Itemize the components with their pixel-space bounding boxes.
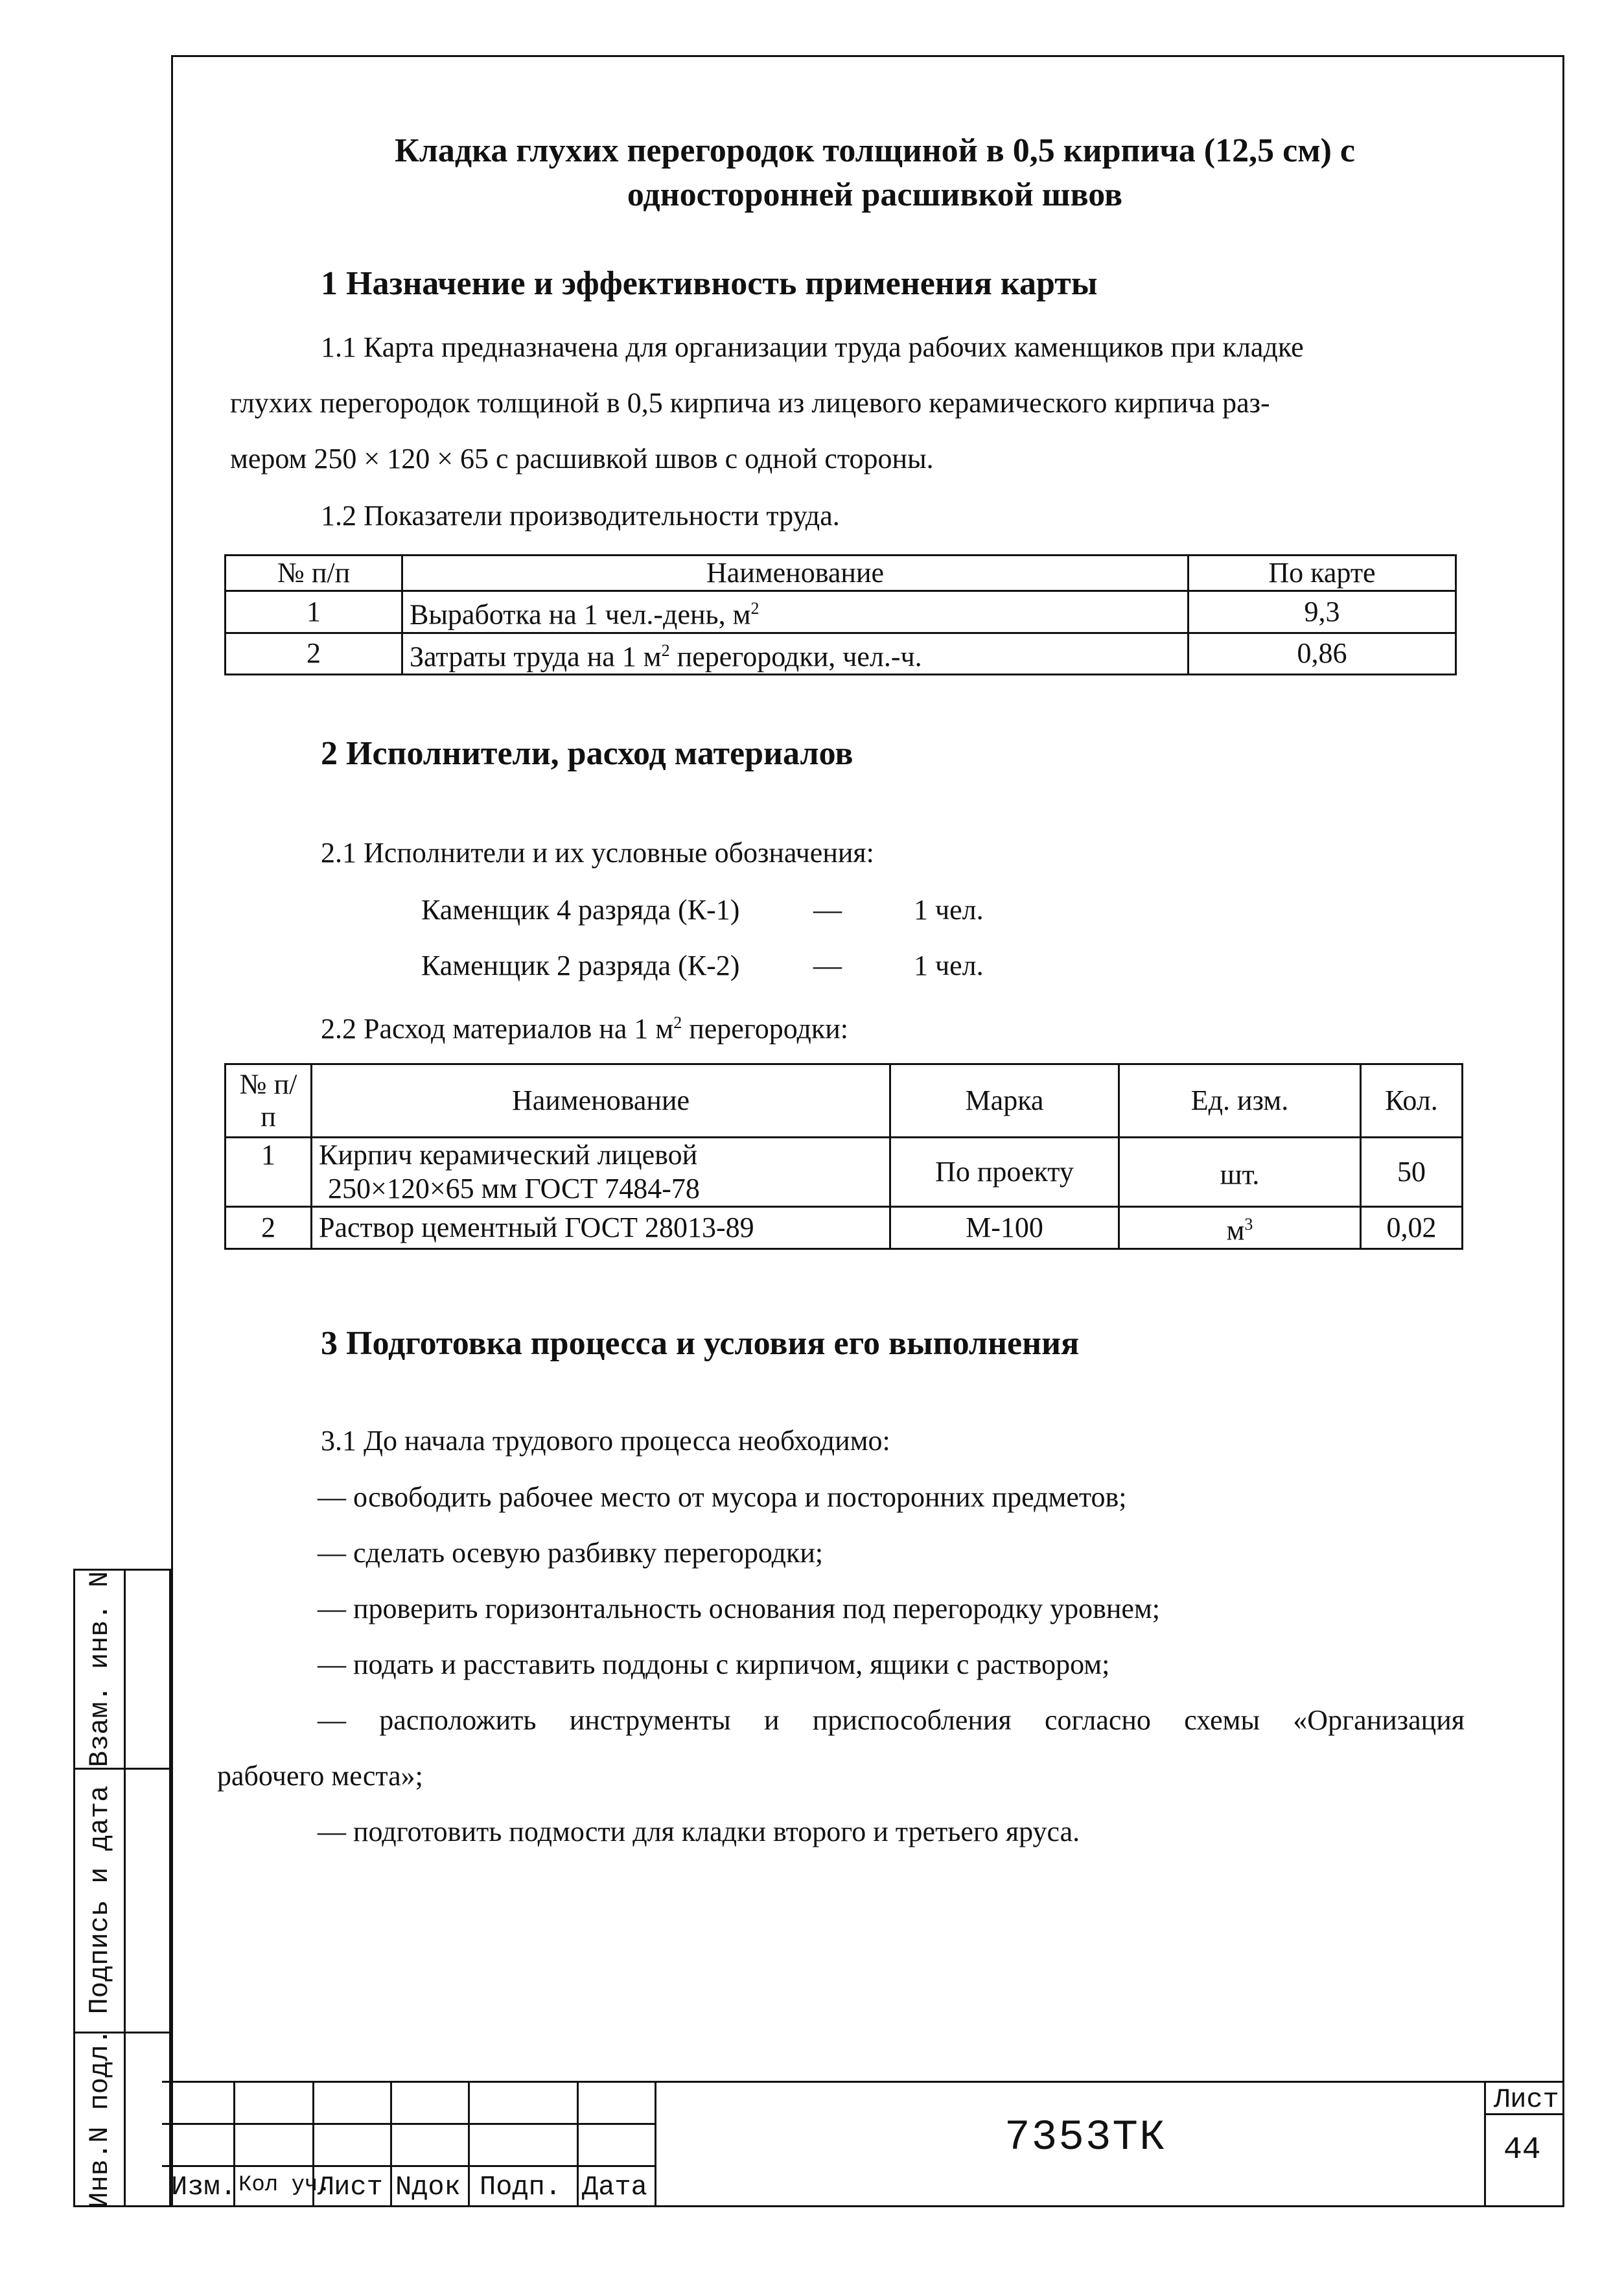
side-stamp-podpis xyxy=(73,1768,171,2033)
col-header-name: Наименование xyxy=(402,556,1189,591)
document-title-line1: Кладка глухих перегородок толщиной в 0,5 кирпича (12,5 см) с xyxy=(394,132,1356,169)
tb-col-data: Дата xyxy=(582,2172,647,2203)
col-header-value: По карте xyxy=(1189,556,1456,591)
tb-col-izm: Изм. xyxy=(171,2172,237,2203)
side-stamp-vzam-label: Взам. инв. N xyxy=(84,1571,115,1768)
title-block xyxy=(162,2081,1564,2207)
row-mark: По проекту xyxy=(890,1138,1119,1207)
section1-para1-line1: 1.1 Карта предназначена для организации труда рабочих каменщиков при кладке xyxy=(321,331,1304,363)
list-item: — проверить горизонтальность основания под перегородку уровнем; xyxy=(318,1593,1161,1624)
worker-dash: — xyxy=(813,950,842,981)
tb-col-list: Лист xyxy=(318,2172,383,2203)
tb-col-ndok: Nдок xyxy=(395,2172,461,2203)
row-value: 9,3 xyxy=(1189,591,1456,633)
row-unit: шт. xyxy=(1119,1138,1361,1207)
table-row xyxy=(226,633,1456,675)
document-code: 7353ТК xyxy=(1004,2113,1166,2162)
section2-para2: 2.2 Расход материалов на 1 $м^2$ перегородки: xyxy=(321,1013,849,1045)
section1-para1-line3: мером 250 × 120 × 65 с расшивкой швов с одной стороны. xyxy=(230,443,934,475)
row-name: Затраты труда на 1 $м^2$ перегородки, чел.-ч. xyxy=(402,633,1189,675)
worker-count: 1 чел. xyxy=(914,950,984,981)
tb-col-podp: Подп. xyxy=(480,2172,562,2203)
section3-heading: 3 Подготовка процесса и условия его выполнения xyxy=(321,1325,1080,1362)
row-number: 2 xyxy=(226,1207,312,1249)
table-header-row xyxy=(226,556,1456,591)
document-title-line2: односторонней расшивкой швов xyxy=(627,176,1123,213)
side-stamp-podpis-label: Подпись и дата xyxy=(84,1785,115,2014)
row-value: 0,86 xyxy=(1189,633,1456,675)
list-item: — подать и расставить поддоны с кирпичом, ящики с раствором; xyxy=(318,1648,1110,1680)
row-name: Выработка на 1 чел.-день, $м^2$ xyxy=(402,591,1189,633)
table-row xyxy=(226,1207,1463,1249)
row-name: Раствор цементный ГОСТ 28013-89 xyxy=(312,1207,890,1249)
list-item: — подготовить подмости для кладки второго и третьего яруса. xyxy=(318,1816,1080,1847)
section2-para1: 2.1 Исполнители и их условные обозначения: xyxy=(321,837,874,869)
productivity-table xyxy=(224,554,1457,675)
section1-para1-line2: глухих перегородок толщиной в 0,5 кирпича из лицевого керамического кирпича раз- xyxy=(230,387,1270,419)
section1-para2: 1.2 Показатели производительности труда. xyxy=(321,500,840,532)
col-header-number: № п/п xyxy=(226,556,402,591)
table-row xyxy=(226,1138,1463,1207)
row-qty: 0,02 xyxy=(1361,1207,1463,1249)
sheet-number: 44 xyxy=(1503,2133,1541,2168)
side-stamp-inv-label: Инв.N подл. xyxy=(84,2028,115,2209)
col-header-mark: Марка xyxy=(890,1064,1119,1138)
list-item: — освободить рабочее место от мусора и посторонних предметов; xyxy=(318,1481,1127,1513)
side-stamp-inv xyxy=(73,2028,171,2209)
worker-dash: — xyxy=(813,894,842,926)
materials-table xyxy=(224,1063,1463,1250)
col-header-unit: Ед. изм. xyxy=(1119,1064,1361,1138)
col-header-number: № п/п xyxy=(226,1064,312,1138)
col-header-name: Наименование xyxy=(312,1064,890,1138)
row-number: 1 xyxy=(226,591,402,633)
row-unit: $м^3$ xyxy=(1119,1207,1361,1249)
row-number: 1 xyxy=(226,1138,312,1207)
list-item-continuation: рабочего места»; xyxy=(217,1760,423,1792)
worker-role: Каменщик 4 разряда (К-1) xyxy=(421,894,740,926)
section2-heading: 2 Исполнители, расход материалов xyxy=(321,735,853,772)
row-qty: 50 xyxy=(1361,1138,1463,1207)
section1-heading: 1 Назначение и эффективность применения карты xyxy=(321,265,1098,302)
side-stamp-vzam xyxy=(73,1569,171,1770)
row-name: Кирпич керамический лицевой 250×120×65 мм ГОСТ 7484-78 xyxy=(312,1138,890,1207)
sheet-label: Лист xyxy=(1494,2084,1559,2115)
tb-col-kolvo: Кол уч. xyxy=(238,2173,331,2197)
worker-count: 1 чел. xyxy=(914,894,984,926)
row-mark: М-100 xyxy=(890,1207,1119,1249)
table-header-row xyxy=(226,1064,1463,1138)
col-header-qty: Кол. xyxy=(1361,1064,1463,1138)
section3-para1: 3.1 До начала трудового процесса необходимо: xyxy=(321,1425,890,1457)
table-row xyxy=(226,591,1456,633)
list-item: — расположить инструменты и приспособления согласно схемы «Организация xyxy=(318,1704,1465,1736)
list-item: — сделать осевую разбивку перегородки; xyxy=(318,1537,824,1569)
worker-role: Каменщик 2 разряда (К-2) xyxy=(421,950,740,981)
row-number: 2 xyxy=(226,633,402,675)
